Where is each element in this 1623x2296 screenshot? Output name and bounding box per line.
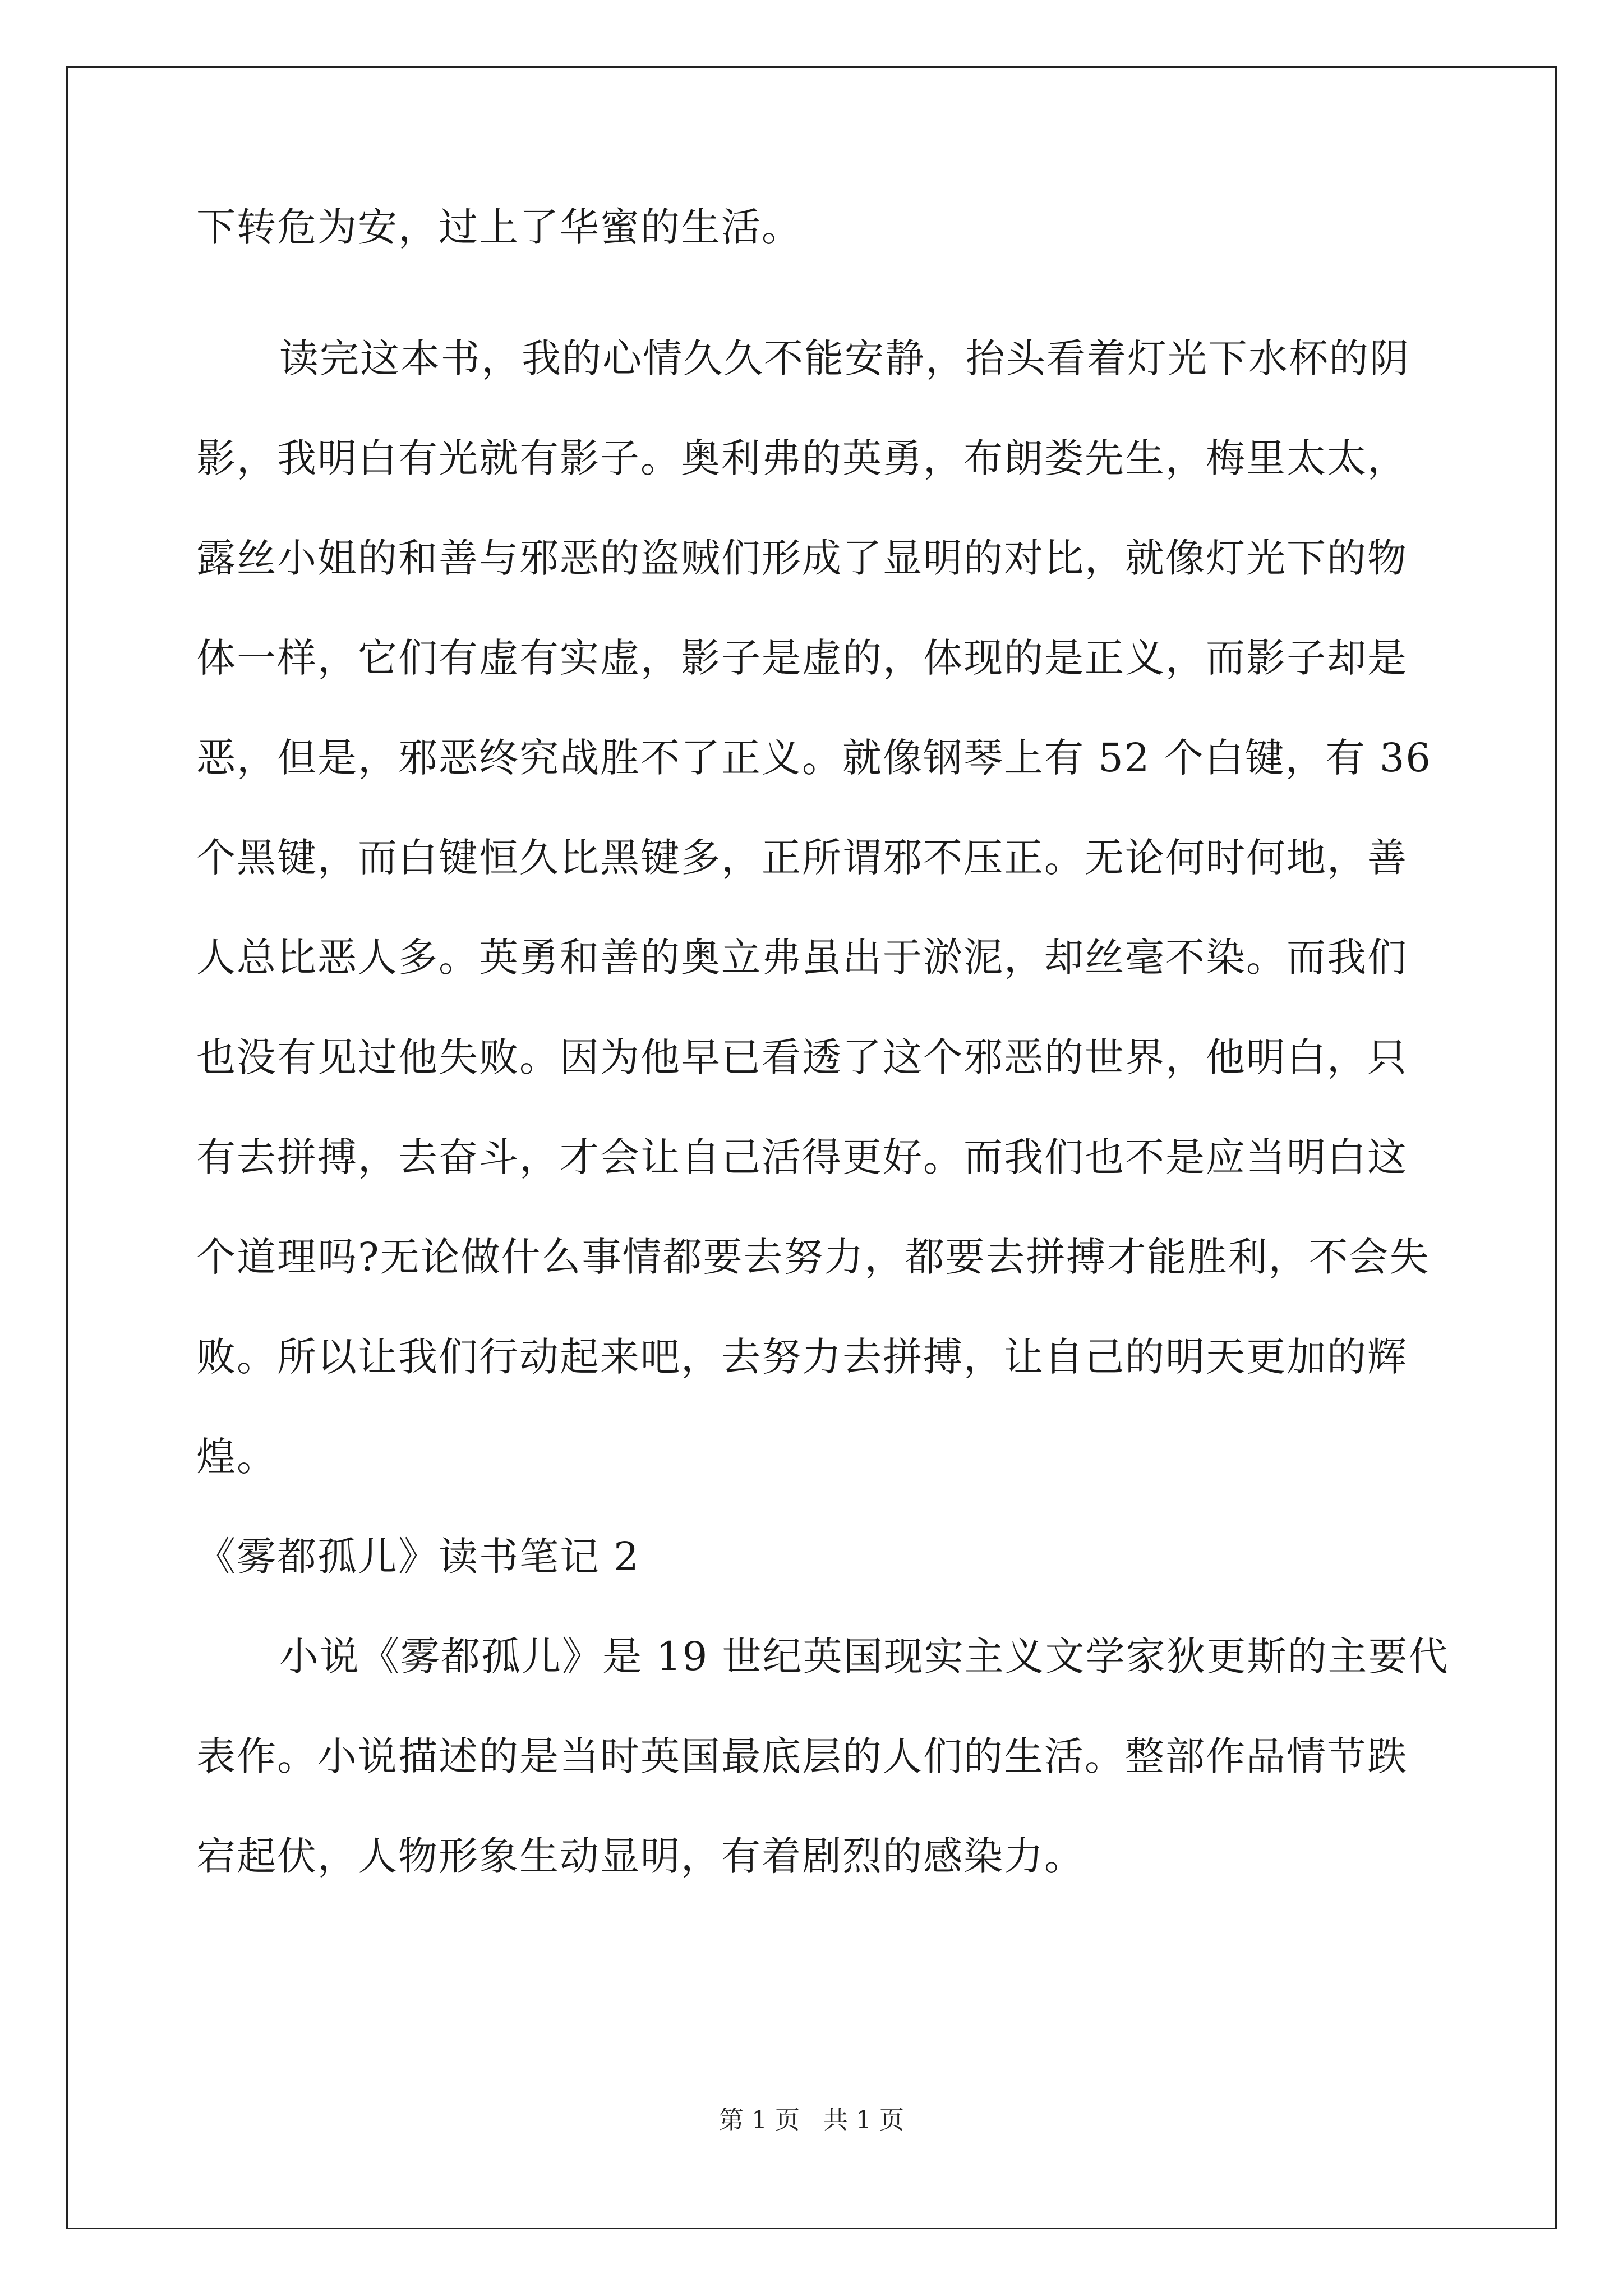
page-footer	[0, 2104, 1623, 2137]
paragraph-line: 煌。	[196, 1434, 277, 1480]
paragraph-line: 宕起伏，人物形象生动显明，有着剧烈的感染力。	[196, 1833, 1085, 1879]
paragraph-line: 下转危为安，过上了华蜜的生活。	[196, 204, 802, 250]
section-heading: 《雾都孤儿》读书笔记 2	[196, 1534, 640, 1580]
paragraph-line: 体一样，它们有虚有实虚，影子是虚的，体现的是正义，而影子却是	[196, 635, 1408, 681]
paragraph-line: 也没有见过他失败。因为他早已看透了这个邪恶的世界，他明白，只	[196, 1034, 1408, 1080]
paragraph-line: 小说《雾都孤儿》是 19 世纪英国现实主义文学家狄更斯的主要代	[279, 1634, 1449, 1680]
paragraph-line: 人总比恶人多。英勇和善的奥立弗虽出于淤泥，却丝毫不染。而我们	[196, 935, 1408, 981]
paragraph-line: 表作。小说描述的是当时英国最底层的人们的生活。整部作品情节跌	[196, 1733, 1408, 1779]
page-number: 第 1 页	[719, 2106, 800, 2134]
paragraph-line: 个道理吗?无论做什么事情都要去努力，都要去拼搏才能胜利，不会失	[196, 1234, 1430, 1280]
paragraph-line: 有去拼搏，去奋斗，才会让自己活得更好。而我们也不是应当明白这	[196, 1134, 1408, 1180]
paragraph-line: 露丝小姐的和善与邪恶的盗贼们形成了显明的对比，就像灯光下的物	[196, 535, 1408, 581]
page-total: 共 1 页	[823, 2106, 904, 2134]
paragraph-line: 个黑键，而白键恒久比黑键多，正所谓邪不压正。无论何时何地，善	[196, 835, 1408, 881]
paragraph-line: 读完这本书，我的心情久久不能安静，抬头看着灯光下水杯的阴	[279, 335, 1410, 381]
paragraph-line: 败。所以让我们行动起来吧，去努力去拼搏，让自己的明天更加的辉	[196, 1334, 1408, 1380]
paragraph-line: 恶，但是，邪恶终究战胜不了正义。就像钢琴上有 52 个白键，有 36	[196, 735, 1432, 781]
paragraph-line: 影，我明白有光就有影子。奥利弗的英勇，布朗娄先生，梅里太太，	[196, 435, 1408, 481]
